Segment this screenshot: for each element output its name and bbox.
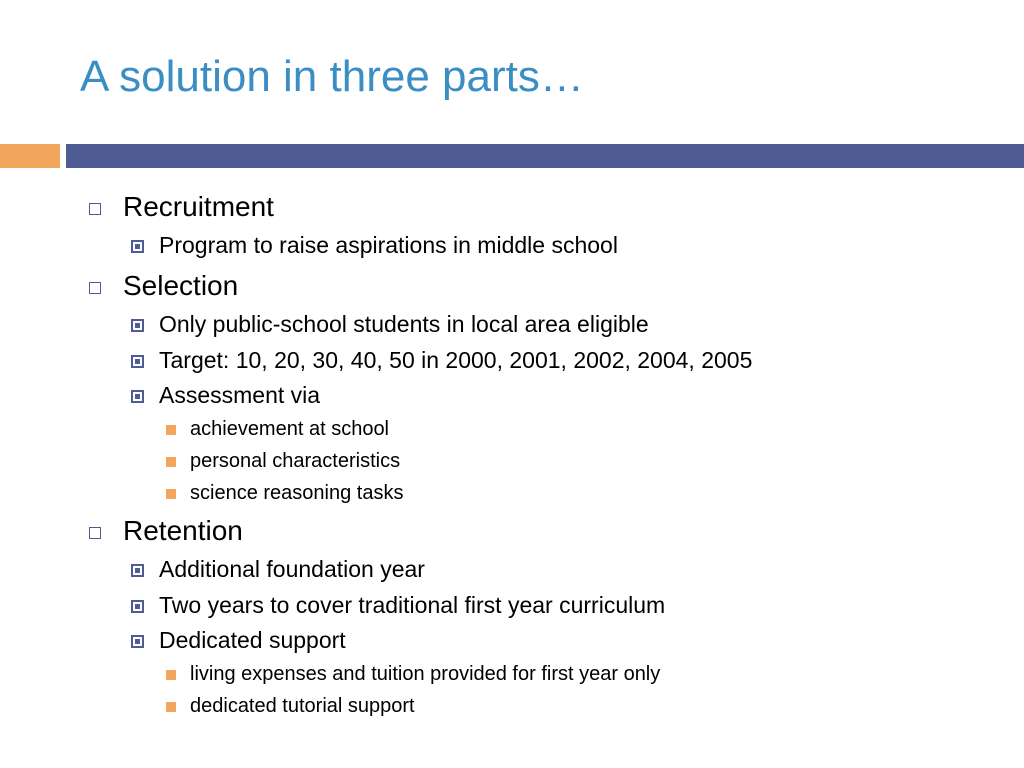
list-item: Only public-school students in local area eligible bbox=[159, 311, 649, 337]
boxed-square-bullet-icon bbox=[131, 355, 144, 368]
section-heading-recruitment: Recruitment bbox=[123, 191, 274, 222]
sub-list-item: living expenses and tuition provided for first year only bbox=[190, 663, 661, 685]
list-item: Program to raise aspirations in middle school bbox=[159, 232, 618, 258]
filled-square-bullet-icon bbox=[166, 457, 176, 467]
list-item: Two years to cover traditional first year curriculum bbox=[159, 592, 666, 618]
sub-list-item: personal characteristics bbox=[190, 450, 401, 472]
hollow-square-bullet-icon bbox=[89, 203, 101, 215]
boxed-square-bullet-icon bbox=[131, 600, 144, 613]
hollow-square-bullet-icon bbox=[89, 527, 101, 539]
list-item: Additional foundation year bbox=[159, 556, 425, 582]
list-item: Assessment via bbox=[159, 382, 321, 408]
section-heading-selection: Selection bbox=[123, 270, 239, 301]
filled-square-bullet-icon bbox=[166, 425, 176, 435]
boxed-square-bullet-icon bbox=[131, 564, 144, 577]
sub-list-item: dedicated tutorial support bbox=[190, 695, 415, 717]
hollow-square-bullet-icon bbox=[89, 282, 101, 294]
filled-square-bullet-icon bbox=[166, 489, 176, 499]
boxed-square-bullet-icon bbox=[131, 240, 144, 253]
list-item: Dedicated support bbox=[159, 627, 346, 653]
sub-list-item: achievement at school bbox=[190, 418, 390, 440]
boxed-square-bullet-icon bbox=[131, 390, 144, 403]
boxed-square-bullet-icon bbox=[131, 635, 144, 648]
slide-title: A solution in three parts… bbox=[80, 52, 584, 101]
filled-square-bullet-icon bbox=[166, 702, 176, 712]
section-heading-retention: Retention bbox=[123, 515, 243, 546]
sub-list-item: science reasoning tasks bbox=[190, 482, 404, 504]
list-item: Target: 10, 20, 30, 40, 50 in 2000, 2001, 2002, 2004, 2005 bbox=[159, 347, 753, 373]
filled-square-bullet-icon bbox=[166, 670, 176, 680]
boxed-square-bullet-icon bbox=[131, 319, 144, 332]
